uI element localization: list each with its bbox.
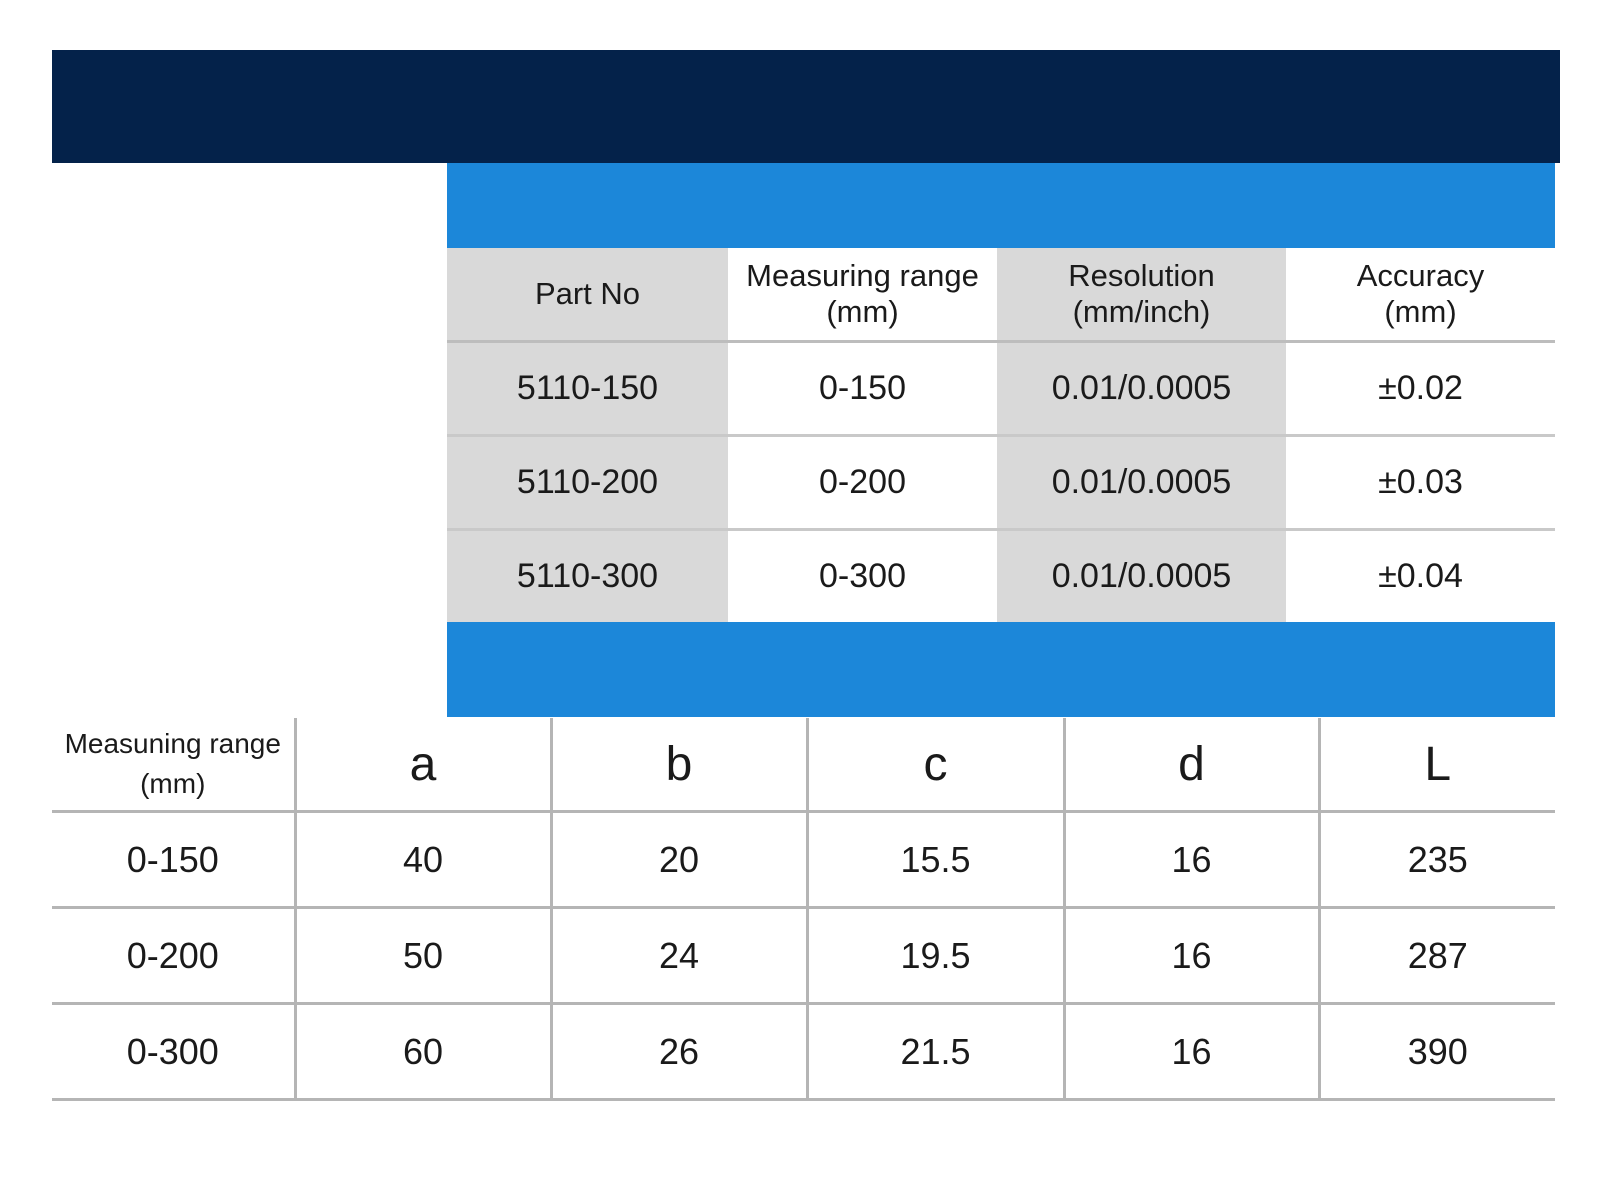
header-dim-l: L xyxy=(1319,718,1555,812)
dim-d-cell: 16 xyxy=(1064,812,1319,908)
spec-header-row xyxy=(447,248,1555,342)
header-measuring-range-unit: (mm) xyxy=(826,294,899,329)
table-row xyxy=(447,436,1555,530)
header-part-no-label: Part No xyxy=(534,276,641,311)
table-row xyxy=(447,530,1555,623)
dim-a-cell: 60 xyxy=(295,1004,551,1100)
dim-b-cell: 20 xyxy=(551,812,807,908)
table-row xyxy=(52,812,1555,908)
range-cell: 0-300 xyxy=(52,1004,295,1100)
dim-b-cell: 26 xyxy=(551,1004,807,1100)
header-dim-a: a xyxy=(295,718,551,812)
top-banner xyxy=(52,50,1560,163)
dim-a-cell: 50 xyxy=(295,908,551,1004)
header-dim-b: b xyxy=(551,718,807,812)
range-cell: 0-150 xyxy=(52,812,295,908)
resolution-cell: 0.01/0.0005 xyxy=(997,342,1286,436)
header-resolution xyxy=(997,248,1286,342)
part-no-cell: 5110-200 xyxy=(447,436,728,530)
accuracy-cell: ±0.04 xyxy=(1378,557,1463,595)
table-row xyxy=(52,1004,1555,1100)
table-row xyxy=(52,908,1555,1004)
header-resolution-label: Resolution xyxy=(1068,258,1215,293)
table-row xyxy=(447,342,1555,436)
range-cell: 0-200 xyxy=(52,908,295,1004)
header-dim-d: d xyxy=(1064,718,1319,812)
header-accuracy xyxy=(1286,248,1555,342)
dim-d-cell: 16 xyxy=(1064,1004,1319,1100)
dim-c-cell: 21.5 xyxy=(807,1004,1064,1100)
measuring-range-cell: 0-300 xyxy=(819,557,906,595)
dim-c-cell: 19.5 xyxy=(807,908,1064,1004)
spec-footer-band xyxy=(447,622,1555,717)
dim-b-cell: 24 xyxy=(551,908,807,1004)
measuring-range-cell: 0-200 xyxy=(728,436,997,530)
header-dim-c: c xyxy=(807,718,1064,812)
header-measuning-range xyxy=(52,718,295,812)
dimensions-table xyxy=(52,718,1555,1101)
spec-section xyxy=(447,163,1555,717)
dim-c-cell: 15.5 xyxy=(807,812,1064,908)
resolution-cell: 0.01/0.0005 xyxy=(997,436,1286,530)
measuring-range-cell: 0-150 xyxy=(728,342,997,436)
dim-l-cell: 235 xyxy=(1319,812,1555,908)
resolution-cell: 0.01/0.0005 xyxy=(997,530,1286,623)
spec-header-band xyxy=(447,163,1555,248)
dim-d-cell: 16 xyxy=(1064,908,1319,1004)
part-no-cell: 5110-150 xyxy=(447,342,728,436)
header-measuring-range-label: Measuring range xyxy=(746,258,979,293)
spec-table xyxy=(447,248,1555,622)
header-measuning-range-unit: (mm) xyxy=(140,768,206,799)
part-no-cell: 5110-300 xyxy=(447,530,728,623)
dim-a-cell: 40 xyxy=(295,812,551,908)
header-accuracy-label: Accuracy xyxy=(1356,258,1485,293)
header-measuring-range xyxy=(728,248,997,342)
header-resolution-unit: (mm/inch) xyxy=(1072,294,1211,329)
dim-l-cell: 287 xyxy=(1319,908,1555,1004)
accuracy-cell: ±0.03 xyxy=(1286,436,1555,530)
dim-l-cell: 390 xyxy=(1319,1004,1555,1100)
header-accuracy-unit: (mm) xyxy=(1384,294,1457,329)
header-part-no xyxy=(447,248,728,342)
header-measuning-range-label: Measuning range xyxy=(64,728,281,759)
dimensions-header-row xyxy=(52,718,1555,812)
accuracy-cell: ±0.02 xyxy=(1286,342,1555,436)
